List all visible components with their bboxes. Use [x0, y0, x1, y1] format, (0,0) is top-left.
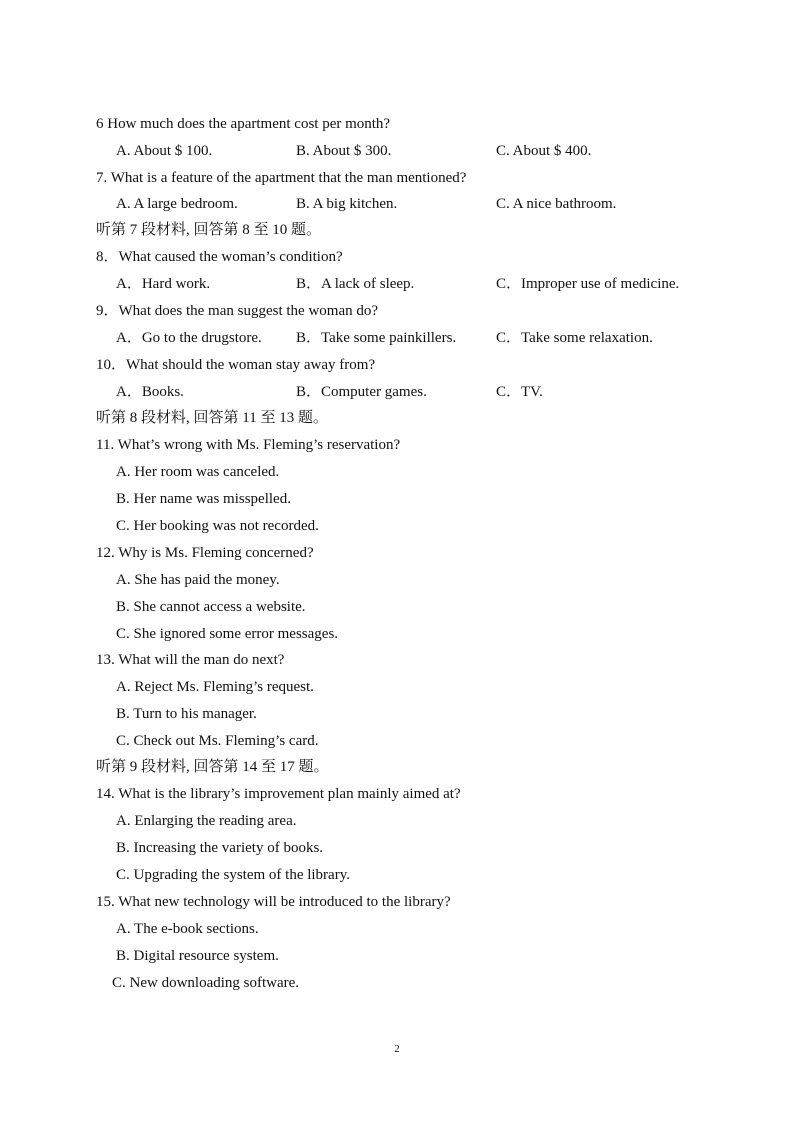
option-7a: A. A large bedroom. — [116, 196, 238, 212]
question-10: 10．What should the woman stay away from? — [96, 357, 376, 373]
option-8c: C．Improper use of medicine. — [496, 276, 680, 292]
option-11c: C. Her booking was not recorded. — [116, 518, 319, 534]
option-7b: B. A big kitchen. — [296, 196, 398, 212]
option-11a: A. Her room was canceled. — [116, 464, 280, 480]
option-13c: C. Check out Ms. Fleming’s card. — [116, 733, 319, 749]
section-heading-7: 听第 7 段材料, 回答第 8 至 10 题。 — [96, 222, 322, 238]
option-6b: B. About $ 300. — [296, 143, 392, 159]
question-8: 8．What caused the woman’s condition? — [96, 249, 343, 265]
option-9b: B．Take some painkillers. — [296, 330, 457, 346]
option-12a: A. She has paid the money. — [116, 572, 280, 588]
option-12c: C. She ignored some error messages. — [116, 626, 339, 642]
page-number: 2 — [394, 1043, 400, 1055]
option-10c: C．TV. — [496, 384, 543, 400]
option-7c: C. A nice bathroom. — [496, 196, 617, 212]
question-15: 15. What new technology will be introduced to the library? — [96, 894, 451, 910]
option-8a: A．Hard work. — [116, 276, 211, 292]
question-9: 9．What does the man suggest the woman do? — [96, 303, 379, 319]
option-9c: C．Take some relaxation. — [496, 330, 653, 346]
option-13a: A. Reject Ms. Fleming’s request. — [116, 679, 314, 695]
option-14b: B. Increasing the variety of books. — [116, 840, 324, 856]
section-heading-9: 听第 9 段材料, 回答第 14 至 17 题。 — [96, 759, 329, 775]
option-10b: B．Computer games. — [296, 384, 427, 400]
option-12b: B. She cannot access a website. — [116, 599, 306, 615]
option-15b: B. Digital resource system. — [116, 948, 279, 964]
option-6c: C. About $ 400. — [496, 143, 592, 159]
option-13b: B. Turn to his manager. — [116, 706, 257, 722]
option-15a: A. The e-book sections. — [116, 921, 259, 937]
option-11b: B. Her name was misspelled. — [116, 491, 291, 507]
option-8b: B．A lack of sleep. — [296, 276, 415, 292]
option-14c: C. Upgrading the system of the library. — [116, 867, 350, 883]
question-14: 14. What is the library’s improvement plan mainly aimed at? — [96, 786, 461, 802]
option-9a: A．Go to the drugstore. — [116, 330, 262, 346]
question-13: 13. What will the man do next? — [96, 652, 285, 668]
section-heading-8: 听第 8 段材料, 回答第 11 至 13 题。 — [96, 410, 328, 426]
option-14a: A. Enlarging the reading area. — [116, 813, 297, 829]
question-11: 11. What’s wrong with Ms. Fleming’s reservation? — [96, 437, 401, 453]
option-15c: C. New downloading software. — [112, 975, 300, 991]
option-6a: A. About $ 100. — [116, 143, 213, 159]
question-6: 6 How much does the apartment cost per month? — [96, 116, 391, 132]
question-7: 7. What is a feature of the apartment that the man mentioned? — [96, 170, 467, 186]
option-10a: A．Books. — [116, 384, 184, 400]
question-12: 12. Why is Ms. Fleming concerned? — [96, 545, 314, 561]
